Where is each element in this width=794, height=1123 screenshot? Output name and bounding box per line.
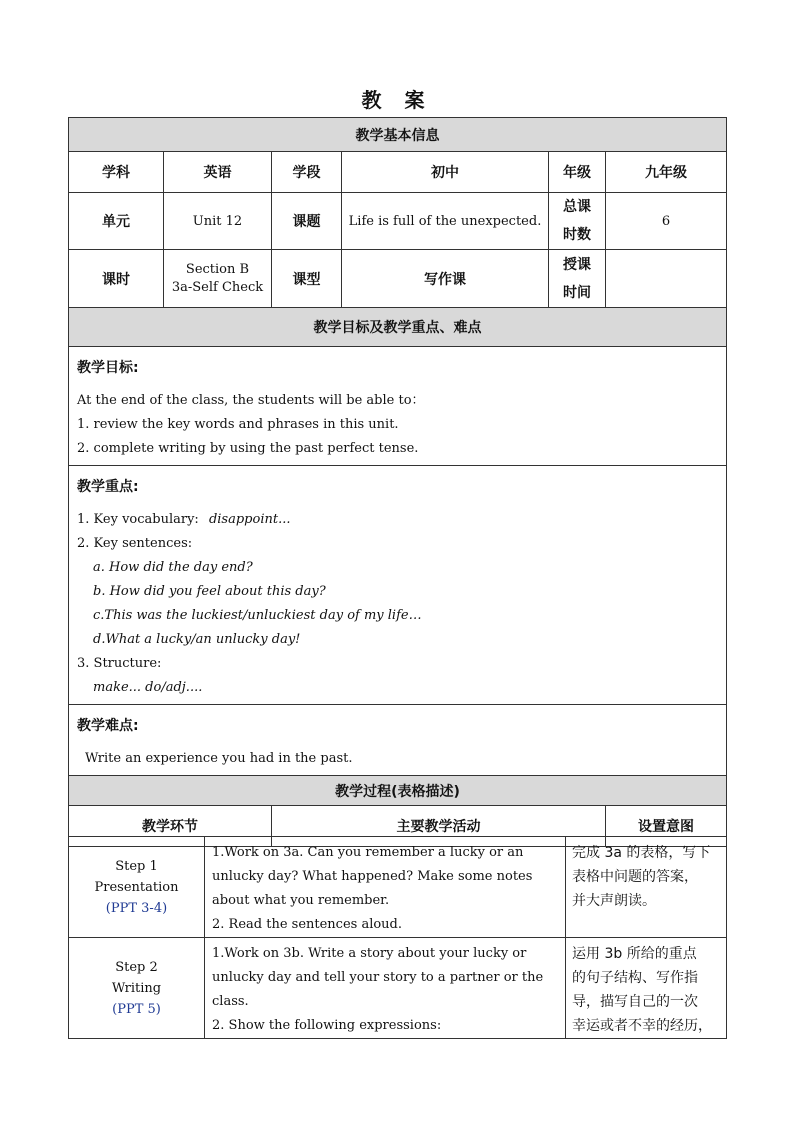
activity-line: class. [212, 994, 249, 1009]
intent-line: 幸运或者不幸的经历， [572, 1018, 712, 1034]
activity-line: 2. Read the sentences aloud. [212, 917, 403, 932]
objectives-header: 教学目标及教学重点、难点 [69, 308, 727, 347]
teach-time-label-line2: 时间 [563, 284, 591, 301]
topic-value: Life is full of the unexpected. [342, 193, 549, 250]
process-activity-cell [205, 938, 566, 1039]
intent-line: 运用 3b 所给的重点 [572, 946, 697, 962]
process-table [68, 836, 727, 1039]
total-hours-label-line2: 时数 [563, 227, 591, 243]
step-number: Step 1 [115, 858, 158, 874]
period-value-line1: Section B [185, 261, 250, 277]
process-col-activity: 主要教学活动 [272, 806, 606, 847]
activity-line: about what you remember. [212, 893, 390, 908]
objectives-line: At the end of the class, the students will be able to： [77, 393, 425, 408]
lesson-plan-table [68, 117, 727, 847]
intent-line: 的句子结构、写作指 [572, 970, 698, 986]
teach-time-label [549, 250, 606, 308]
step-name: Writing [111, 980, 162, 996]
teach-time-value [606, 250, 727, 308]
objectives-line: 1. review the key words and phrases in this unit. [77, 417, 399, 432]
key-sentences-label: 2. Key sentences: [77, 536, 193, 551]
step-name: Presentation [94, 879, 179, 895]
stage-value: 初中 [342, 152, 549, 193]
structure-value: make... do/adj.... [93, 680, 203, 695]
process-header: 教学过程(表格描述) [69, 776, 727, 806]
intent-line: 表格中问题的答案， [572, 869, 698, 885]
key-sentence: c.This was the luckiest/unluckiest day of my life… [93, 608, 422, 623]
step-ppt: (PPT 3-4) [105, 900, 168, 916]
lesson-type-value: 写作课 [342, 250, 549, 308]
key-points-block [69, 466, 727, 705]
teach-time-label-line1: 授课 [563, 256, 591, 273]
process-col-step: 教学环节 [69, 806, 272, 847]
key-points-label: 教学重点: [77, 479, 139, 495]
key-vocab-prefix: 1. Key vocabulary: [77, 512, 199, 527]
difficulty-block [69, 705, 727, 776]
total-hours-label-line1: 总课 [563, 199, 591, 215]
process-step-cell [69, 837, 205, 938]
unit-label: 单元 [69, 193, 164, 250]
process-step-cell [69, 938, 205, 1039]
key-sentence: b. How did you feel about this day? [93, 584, 326, 599]
period-value [164, 250, 272, 308]
activity-line: 2. Show the following expressions: [212, 1018, 442, 1033]
intent-line: 完成 3a 的表格，写下 [572, 845, 711, 861]
process-activity-cell [205, 837, 566, 938]
basic-info-header: 教学基本信息 [69, 118, 727, 152]
key-sentence: a. How did the day end? [93, 560, 253, 575]
topic-label: 课题 [272, 193, 342, 250]
key-vocab-words: disappoint... [208, 512, 291, 527]
total-hours-value: 6 [606, 193, 727, 250]
lesson-type-label: 课型 [272, 250, 342, 308]
unit-value: Unit 12 [164, 193, 272, 250]
difficulty-text: Write an experience you had in the past. [85, 751, 353, 766]
key-sentence: d.What a lucky/an unlucky day! [93, 632, 301, 647]
activity-line: unlucky day and tell your story to a partner or the [212, 970, 544, 985]
structure-label: 3. Structure: [77, 656, 162, 671]
activity-line: unlucky day? What happened? Make some notes [212, 869, 533, 884]
grade-label: 年级 [549, 152, 606, 193]
process-intent-cell [566, 837, 727, 938]
objectives-label: 教学目标: [77, 360, 139, 376]
total-hours-label [549, 193, 606, 250]
activity-line: 1.Work on 3b. Write a story about your lucky or [212, 946, 527, 961]
grade-value: 九年级 [606, 152, 727, 193]
step-number: Step 2 [115, 959, 158, 975]
subject-value: 英语 [164, 152, 272, 193]
step-ppt: (PPT 5) [112, 1001, 161, 1017]
period-value-line2: 3a-Self Check [171, 279, 264, 295]
process-intent-cell [566, 938, 727, 1039]
intent-line: 并大声朗读。 [572, 893, 656, 909]
process-col-intent: 设置意图 [606, 806, 727, 847]
page-title: 教 案 [361, 88, 433, 112]
period-label: 课时 [69, 250, 164, 308]
difficulty-label: 教学难点: [77, 718, 139, 734]
activity-line: 1.Work on 3a. Can you remember a lucky or an [212, 845, 524, 860]
key-vocab-line [77, 508, 718, 532]
objectives-block [69, 347, 727, 466]
stage-label: 学段 [272, 152, 342, 193]
intent-line: 导，描写自己的一次 [572, 994, 698, 1010]
objectives-line: 2. complete writing by using the past perfect tense. [77, 441, 419, 456]
subject-label: 学科 [69, 152, 164, 193]
